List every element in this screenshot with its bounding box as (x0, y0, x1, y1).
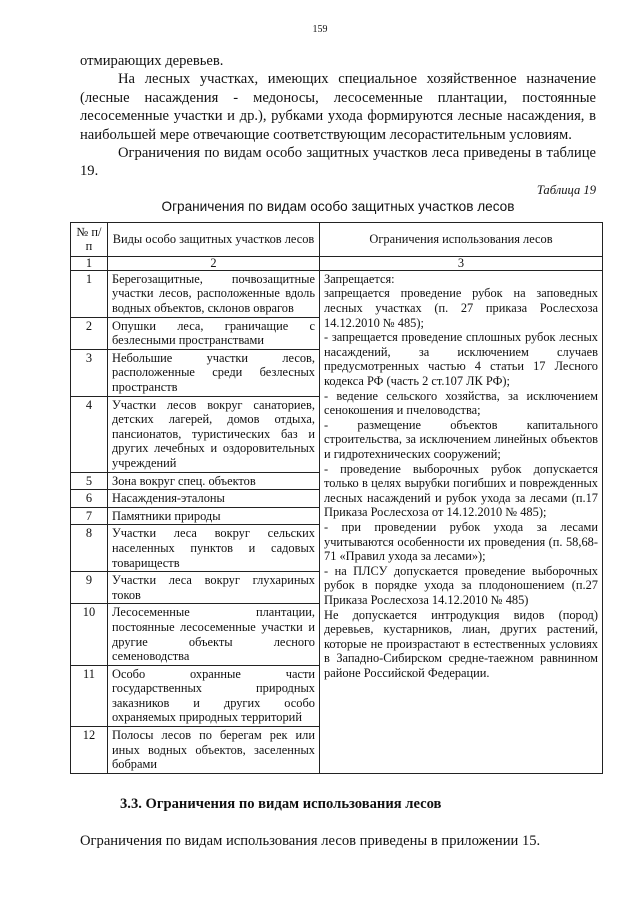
row-kind: Особо охранные части государственных природных заказников и других особо охраняемых природных территорий (108, 665, 320, 726)
row-kind: Полосы лесов по берегам рек или иных водных объектов, заселенных бобрами (108, 727, 320, 774)
header-kind: Виды особо защитных участков лесов (108, 222, 320, 256)
row-num: 10 (71, 604, 108, 665)
row-kind: Берегозащитные, почвозащитные участки лесов, расположенные вдоль водных объектов, склонов оврагов (108, 270, 320, 317)
row-num: 1 (71, 270, 108, 317)
row-num: 5 (71, 472, 108, 490)
final-sentence: Ограничения по видам использования лесов приведены в приложении 15. (80, 832, 541, 849)
table-number: Таблица 19 (536, 182, 596, 197)
restriction-cell (320, 270, 603, 773)
restriction-line: запрещается проведение рубок на заповедных лесных участках (п. 27 приказа Рослесхоза 14.12.2010 № 485); (324, 286, 598, 330)
restrictions-table (70, 222, 603, 774)
document-body (76, 52, 598, 850)
row-kind: Лесосеменные плантации, постоянные лесосеменные участки и другие объекты лесного семеноводства (108, 604, 320, 665)
row-kind: Участки леса вокруг сельских населенных пунктов и садовых товариществ (108, 525, 320, 572)
restriction-line: Запрещается: (324, 271, 395, 286)
row-num: 9 (71, 572, 108, 604)
paragraph-forest-purpose: На лесных участках, имеющих специальное хозяйственное назначение (лесные насаждения - медоносы, лесосеменные плантации, постоянные лесосеменные участки и др.), рубками ухода формируются лесные насаждения, в наибольшей мере отвечающие соответствующим лесорастительным условиям. (80, 71, 596, 143)
column-number: 1 (71, 256, 108, 270)
row-num: 11 (71, 665, 108, 726)
row-num: 4 (71, 396, 108, 472)
row-kind: Памятники природы (108, 507, 320, 525)
row-num: 7 (71, 507, 108, 525)
row-kind: Опушки леса, граничащие с безлесными пространствами (108, 317, 320, 349)
page-number: 159 (312, 24, 328, 35)
table-row (71, 270, 603, 317)
header-num: № п/п (71, 222, 108, 256)
column-number-row (71, 256, 603, 270)
row-kind: Участки лесов вокруг санаториев, детских лагерей, домов отдыха, пансионатов, туристических баз и других лечебных и оздоровительных учреждений (108, 396, 320, 472)
table-header-row (71, 222, 603, 256)
row-kind: Участки леса вокруг глухариных токов (108, 572, 320, 604)
restriction-line: - при проведении рубок ухода за лесами учитываются особенности их проведения (п. 58,68-71 «Правил ухода за лесами»); (324, 519, 598, 564)
restriction-line: Не допускается интродукция видов (пород) деревьев, кустарников, лиан, других растений, которые не произрастают в естественных условиях в Западно-Сибирском средне-таежном равнинном районе Российской Федерации. (324, 607, 598, 680)
restriction-line: - размещение объектов капитального строительства, за исключением линейных объектов и гидротехнических сооружений; (324, 417, 598, 461)
intro-fragment: отмирающих деревьев. (80, 53, 224, 69)
row-num: 3 (71, 349, 108, 396)
column-number: 2 (108, 256, 320, 270)
column-number: 3 (320, 256, 603, 270)
row-num: 6 (71, 490, 108, 508)
table-title: Ограничения по видам особо защитных участков лесов (161, 198, 515, 214)
section-heading: 3.3. Ограничения по видам использования лесов (120, 795, 442, 812)
paragraph-table-ref: Ограничения по видам особо защитных участков леса приведены в таблице 19. (80, 145, 596, 180)
restriction-line: - на ПЛСУ допускается проведение выборочных рубок в порядке ухода за плодоношением (п.27 Приказа Рослесхоза 14.12.2010 № 485) (324, 563, 598, 607)
restriction-line: - ведение сельского хозяйства, за исключением сенокошения и пчеловодства; (324, 388, 598, 418)
row-kind: Небольшие участки лесов, расположенные среди безлесных пространств (108, 349, 320, 396)
restriction-line: - запрещается проведение сплошных рубок лесных насаждений, за исключением случаев предусмотренных частью 4 статьи 17 Лесного кодекса РФ (часть 2 ст.107 ЛК РФ); (324, 330, 598, 388)
row-num: 8 (71, 525, 108, 572)
row-kind: Насаждения-эталоны (108, 490, 320, 508)
row-num: 2 (71, 317, 108, 349)
row-kind: Зона вокруг спец. объектов (108, 472, 320, 490)
restriction-line: - проведение выборочных рубок допускается только в целях вырубки погибших и поврежденных лесных насаждений и рубок ухода за лесами (п.17 Приказа Рослесхоза от 14.12.2010 № 485); (324, 461, 598, 520)
row-num: 12 (71, 727, 108, 774)
header-restriction: Ограничения использования лесов (320, 222, 603, 256)
